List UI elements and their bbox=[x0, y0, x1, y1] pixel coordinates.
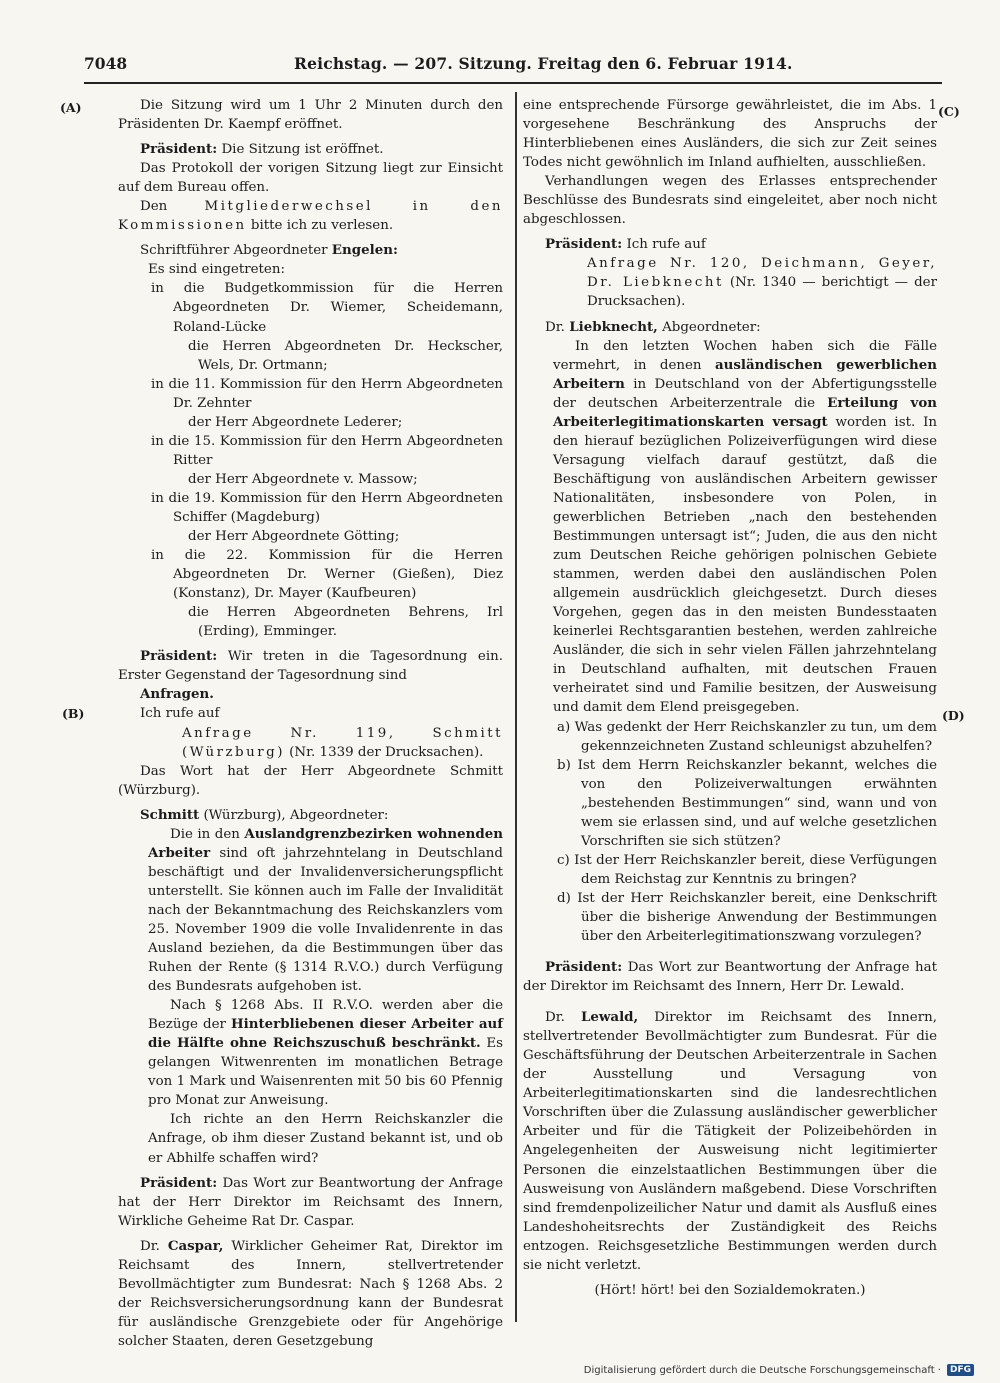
paragraph: Verhandlungen wegen des Erlasses entsprechender Beschlüsse des Bundesrats sind eingeleitet, aber noch nicht abgeschlossen. bbox=[523, 174, 937, 228]
inquiry-text: In den letzten Wochen haben sich die Fälle vermehrt, in denen ausländischen gewerblichen Arbeitern in Deutschland von der Abfertigungsstelle der deutschen Arbeiterzentrale die Erteilung von Arbeiterlegitimationskarten versagt worden ist. In den hierauf bezüglichen Polizeiverfügungen wird diese Versagung vielfach darauf gestützt, daß die Beschäftigung von ausländischen Arbeitern gewisser Nationalitäten, insbesondere von Polen, in gewerblichen Betrieben „nach den bestehenden Bestimmungen untersagt ist“; Juden, die aus den nicht zum Deutschen Reiche gehörigen polnischen Gebiete stammen, werden dabei den ausländischen Polen allgemein ausdrücklich gleichgesetzt. Durch dieses Vorgehen, gegen das in den meisten Bundesstaaten keinerlei Rechtsgarantien bestehen, werden zahlreiche Ausländer, die sich in sehr vielen Fällen jahrzehntelang in Deutschland aufhalten, mit deutschen Frauen verheiratet sind und Familie besitzen, der Ausweisung und damit dem Elend preisgegeben. bbox=[553, 338, 937, 716]
answer-text: Dr. Lewald, Direktor im Reichsamt des Innern, stellvertretender Bevollmächtigter zum Bundesrat. Für die Geschäftsführung der Deutschen Arbeiterzentrale in Sachen der Ausstellung und Versagung von Arbeiterlegitimationskarten sind die landesrechtlichen Vorschriften über die Zulassung ausländischer gewerblicher Arbeiter und für die Tätigkeit der Polizeibehörden in Angelegenheiten der Ausweisung nicht legitimierter Personen die einzelstaatlichen Bestimmungen über die Ausweisung von Ausländern maßgebend. Diese Vorschriften sind fremdenpolizeilicher Natur und damit als Ausfluß eines Landeshoheitsrechts der Zuständigkeit des Reichs entzogen. Reichsgesetzliche Bestimmungen werden durch sie nicht verletzt. bbox=[523, 1009, 937, 1273]
running-title: Reichstag. — 207. Sitzung. Freitag den 6. Februar 1914. bbox=[294, 54, 793, 73]
inquiry-text: Die in den Auslandgrenzbezirken wohnenden Arbeiter sind oft jahrzehntelang in Deutschland beschäftigt und der Invalidenversicherungspflicht unterstellt. Sie können auch im Falle der Invalidität nach der Bekanntmachung des Reichskanzlers vom 25. November 1909 die volle Invalidenrente in das Ausland beziehen, da die Bestimmungen über das Ruhen der Rente (§ 1314 R.V.O.) durch Verfügung des Bundesrats aufgehoben ist. bbox=[148, 825, 503, 995]
dfg-logo: DFG bbox=[947, 1364, 974, 1376]
agenda-heading: Anfragen. bbox=[140, 686, 214, 703]
margin-marker-c: (C) bbox=[938, 104, 960, 119]
commission-entry: in die 15. Kommission für den Herrn Abgeordneten Ritter bbox=[151, 433, 503, 468]
commission-entry: die Herren Abgeordneten Behrens, Irl (Erding), Emminger. bbox=[188, 605, 503, 640]
president-statement: Präsident: Das Wort zur Beantwortung der Anfrage hat der Herr Direktor im Reichsamt des Innern, Wirkliche Geheime Rat Dr. Caspar. bbox=[118, 1174, 503, 1229]
left-column bbox=[118, 96, 503, 1351]
question-item: a) Was gedenkt der Herr Reichskanzler zu tun, um dem gekennzeichneten Zustand schleunigst abzuhelfen? bbox=[557, 719, 937, 754]
commission-entry: in die 11. Kommission für den Herrn Abgeordneten Dr. Zehnter bbox=[151, 376, 503, 411]
question-item: b) Ist dem Herrn Reichskanzler bekannt, welches die von den Polizeiverwaltungen erwähnten „bestehenden Bestimmungen“ sind, wann und von wem sie erlassen sind, und auf welche gesetzlichen Vorschriften sie sich stützen? bbox=[557, 757, 937, 849]
page-number: 7048 bbox=[84, 54, 128, 73]
speaker-label: Präsident: bbox=[140, 141, 218, 158]
secretary-heading: Schriftführer Abgeordneter Engelen: bbox=[140, 242, 398, 259]
paragraph: Das Wort hat der Herr Abgeordnete Schmitt (Würzburg). bbox=[118, 763, 503, 798]
paragraph: Ich rufe auf bbox=[140, 706, 220, 722]
paragraph: Den Mitgliederwechsel in den Kommissionen bitte ich zu verlesen. bbox=[118, 199, 503, 234]
commission-entry: in die 22. Kommission für die Herren Abgeordneten Dr. Werner (Gießen), Diez (Konstanz), Dr. Mayer (Kaufbeuren) bbox=[151, 548, 503, 602]
answer-text: Dr. Caspar, Wirklicher Geheimer Rat, Direktor im Reichsamt des Innern, stellvertretender Bevollmächtigter zum Bundesrat: Nach § 1268 Abs. 2 der Reichsversicherungsordnung kann der Bundesrat für ausländische Grenzgebiete oder für Angehörige solcher Staaten, deren Gesetzgebung bbox=[118, 1237, 503, 1349]
speaker-heading: Schmitt (Würzburg), Abgeordneter: bbox=[140, 806, 389, 823]
president-statement: Präsident: Wir treten in die Tagesordnung ein. Erster Gegenstand der Tagesordnung sind bbox=[118, 648, 503, 684]
commission-entry: der Herr Abgeordnete Lederer; bbox=[188, 414, 403, 430]
inquiry-text: Nach § 1268 Abs. II R.V.O. werden aber die Bezüge der Hinterbliebenen dieser Arbeiter auf die Hälfte ohne Reichszuschuß beschränkt. Es gelangen Witwenrenten im monatlichen Betrage von 1 Mark und Waisenrenten mit 50 bis 60 Pfennig pro Monat zur Anweisung. bbox=[148, 998, 503, 1109]
page-header bbox=[84, 54, 924, 82]
commission-entry: in die Budgetkommission für die Herren Abgeordneten Dr. Wiemer, Scheidemann, Roland-Lücke bbox=[151, 281, 503, 335]
question-item: d) Ist der Herr Reichskanzler bereit, eine Denkschrift über die bisherige Anwendung der Bestimmungen über den Arbeiterlegitimationszwang vorzulegen? bbox=[557, 890, 937, 945]
commission-entry: in die 19. Kommission für den Herrn Abgeordneten Schiffer (Magdeburg) bbox=[151, 490, 503, 525]
inquiry-call: Anfrage Nr. 119, Schmitt (Würzburg) (Nr. 1339 der Drucksachen). bbox=[182, 725, 503, 760]
margin-marker-a: (A) bbox=[60, 100, 82, 115]
paragraph: Es sind eingetreten: bbox=[148, 262, 285, 278]
president-statement: Präsident: Das Wort zur Beantwortung der Anfrage hat der Direktor im Reichsamt des Innern, Herr Dr. Lewald. bbox=[523, 959, 937, 995]
column-divider bbox=[515, 92, 517, 1322]
interjection: (Hört! hört! bei den Sozialdemokraten.) bbox=[594, 1282, 866, 1298]
question-item: c) Ist der Herr Reichskanzler bereit, diese Verfügungen dem Reichstag zur Kenntnis zu bringen? bbox=[557, 852, 937, 887]
commission-entry: die Herren Abgeordneten Dr. Heckscher, Wels, Dr. Ortmann; bbox=[188, 338, 503, 373]
opening-paragraph: Die Sitzung wird um 1 Uhr 2 Minuten durch den Präsidenten Dr. Kaempf eröffnet. bbox=[118, 98, 503, 133]
paragraph: Das Protokoll der vorigen Sitzung liegt zur Einsicht auf dem Bureau offen. bbox=[118, 161, 503, 196]
right-column bbox=[523, 96, 937, 1300]
footer-text: Digitalisierung gefördert durch die Deutsche Forschungsgemeinschaft · bbox=[583, 1364, 941, 1376]
header-rule bbox=[84, 82, 942, 84]
page-footer bbox=[584, 1364, 974, 1376]
commission-entry: der Herr Abgeordnete Götting; bbox=[188, 529, 400, 545]
margin-marker-d: (D) bbox=[942, 708, 965, 723]
speaker-heading: Dr. Liebknecht, Abgeordneter: bbox=[545, 318, 761, 335]
president-statement: Präsident: Die Sitzung ist eröffnet. bbox=[140, 141, 384, 158]
commission-entry: der Herr Abgeordnete v. Massow; bbox=[188, 471, 418, 487]
inquiry-call: Anfrage Nr. 120, Deichmann, Geyer, Dr. Liebknecht (Nr. 1340 — berichtigt — der Drucksachen). bbox=[587, 256, 937, 310]
margin-marker-b: (B) bbox=[62, 706, 85, 721]
president-statement: Präsident: Ich rufe auf bbox=[545, 236, 706, 253]
answer-continuation: eine entsprechende Fürsorge gewährleistet, die im Abs. 1 vorgesehene Beschränkung des Anspruchs der Hinterbliebenen eines Ausländers, die sich zur Zeit seines Todes nicht gewöhnlich im Inland aufhielten, ausschließen. bbox=[523, 98, 937, 171]
inquiry-text: Ich richte an den Herrn Reichskanzler die Anfrage, ob ihm dieser Zustand bekannt ist, und ob er Abhilfe schaffen wird? bbox=[148, 1112, 503, 1166]
